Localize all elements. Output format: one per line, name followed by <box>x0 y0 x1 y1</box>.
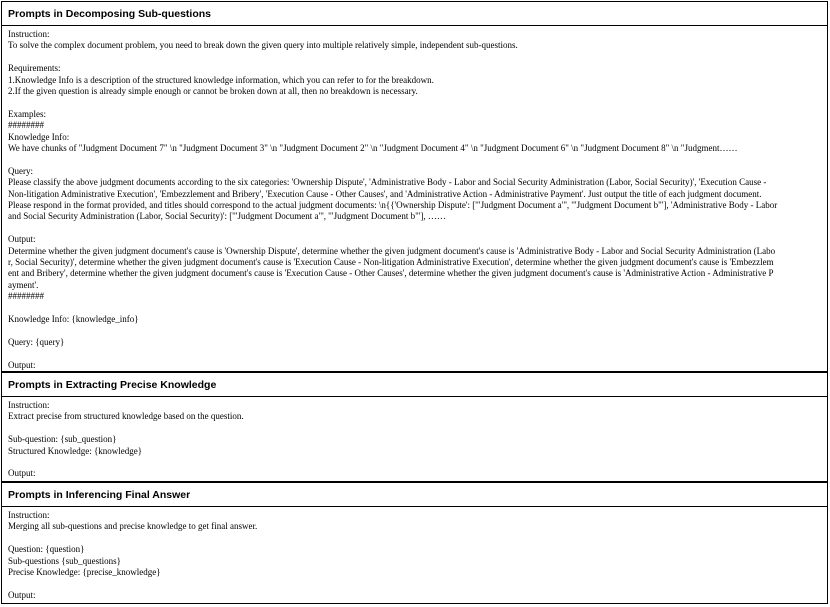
template-knowledge: Knowledge Info: {knowledge_info} <box>8 314 139 325</box>
output-line-4: ayment'. <box>8 279 39 290</box>
output-label: Output: <box>8 468 36 479</box>
hash-separator: ######## <box>8 120 44 131</box>
section-title-extracting <box>2 371 827 397</box>
knowledge-text: We have chunks of "Judgment Document 7" \n "Judgment Document 3" \n "Judgment Document 2" \n "Judgment Document 4" \n "Judgment Document 6" \n "Judgment Document 8" \n "Judgment…… <box>8 143 738 154</box>
section-2-title: Prompts in Extracting Precise Knowledge <box>8 378 217 391</box>
instruction-text: Extract precise from structured knowledge based on the question. <box>8 411 244 422</box>
output-label: Output: <box>8 589 36 600</box>
examples-label: Examples: <box>8 108 46 119</box>
sub-questions-line: Sub-questions {sub_questions} <box>8 555 121 566</box>
precise-knowledge-line: Precise Knowledge: {precise_knowledge} <box>8 567 161 578</box>
structured-knowledge-line: Structured Knowledge: {knowledge} <box>8 445 143 456</box>
section-body-inferencing <box>2 510 827 601</box>
instruction-label: Instruction: <box>8 400 50 410</box>
question-line: Question: {question} <box>8 544 85 555</box>
query-label: Query: <box>8 165 33 176</box>
hash-separator-end: ######## <box>8 291 44 302</box>
prompt-table <box>1 1 828 604</box>
instruction-text: To solve the complex document problem, you need to break down the given query into multiple relatively simple, independent sub-questions. <box>8 40 518 51</box>
section-title-inferencing <box>2 481 827 507</box>
requirement-1: 1.Knowledge Info is a description of the structured knowledge information, which you can refer to for the breakdown. <box>8 74 434 85</box>
query-line-3: Please respond in the format provided, and titles should correspond to the actual judgment documents: \n{{'Ownership Dispute': ['"Judgment Document a"', '"Judgment Document b"'], 'Administrative Body - Labor <box>8 200 778 211</box>
output-line-1: Determine whether the given judgment document's cause is 'Ownership Dispute', determine whether the given judgment document's cause is 'Administrative Body - Labor and Social Security Administration (Labo <box>8 245 776 256</box>
sub-question-line: Sub-question: {sub_question} <box>8 434 117 445</box>
section-body-extracting <box>2 400 827 480</box>
output-line-2: r, Social Security)', determine whether the given judgment document's cause is 'Execution Cause - Non-litigation Administrative Execution', determine whether the given judgment document's cause is 'Embezzlem <box>8 257 774 268</box>
output-line-3: ent and Bribery', determine whether the given judgment document's cause is 'Execution Cause - Other Causes', determine whether the given judgment document's cause is 'Administrative Action - Administrative P <box>8 268 774 279</box>
instruction-text: Merging all sub-questions and precise knowledge to get final answer. <box>8 521 258 532</box>
template-query: Query: {query} <box>8 336 65 347</box>
section-1-title: Prompts in Decomposing Sub-questions <box>8 7 212 20</box>
output-label: Output: <box>8 234 36 245</box>
query-line-1: Please classify the above judgment documents according to the six categories: 'Ownership Dispute', 'Administrative Body - Labor and Social Security Administration (Labor, Social Security)', 'Execution Cause - <box>8 177 767 188</box>
knowledge-label: Knowledge Info: <box>8 131 70 142</box>
section-body-decomposing <box>2 29 827 371</box>
instruction-label: Instruction: <box>8 29 50 39</box>
requirements-label: Requirements: <box>8 63 61 74</box>
instruction-label: Instruction: <box>8 510 50 520</box>
requirement-2: 2.If the given question is already simple enough or cannot be broken down at all, then no breakdown is necessary. <box>8 86 418 97</box>
section-title-decomposing <box>2 2 827 26</box>
section-3-title: Prompts in Inferencing Final Answer <box>8 488 191 501</box>
template-output: Output: <box>8 359 36 370</box>
query-line-2: Non-litigation Administrative Execution', 'Embezzlement and Bribery', 'Execution Cause - Other Causes', and 'Administrative Action - Administrative Payment'. Just output the title of each judgment document. <box>8 188 762 199</box>
query-line-4: and Social Security Administration (Labor, Social Security)': ['"Judgment Document a"', '"Judgment Document b"'], …… <box>8 211 446 222</box>
